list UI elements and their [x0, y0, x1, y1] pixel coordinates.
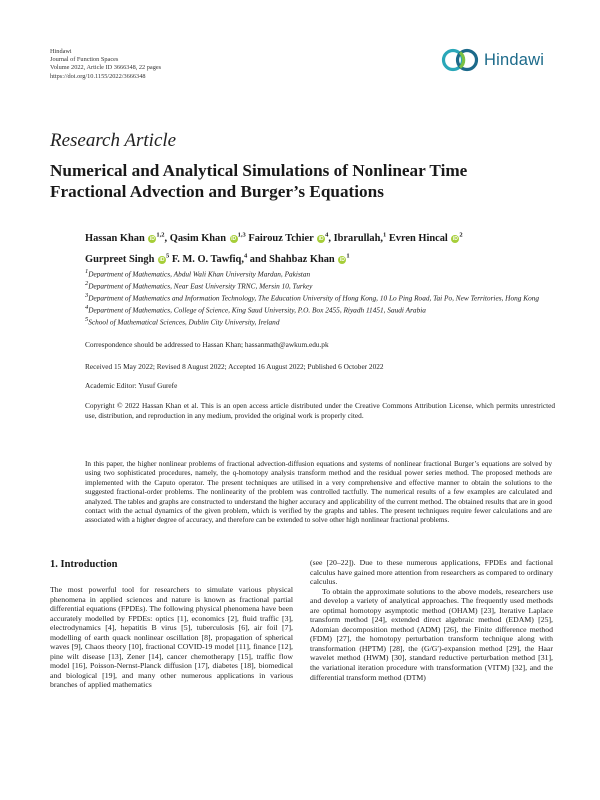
- orcid-icon[interactable]: iD: [339, 256, 345, 263]
- publisher-name: Hindawi: [50, 48, 72, 55]
- author[interactable]: F. M. O. Tawfiq,$^4$: [171, 252, 248, 265]
- author[interactable]: Qasim Khan iD$^{1,3}$: [169, 232, 246, 245]
- affiliation: $^4$Department of Mathematics, College of Science, King Saud University, P.O. Box 2455, Riyadh 11451, Saudi Arabia: [85, 304, 426, 315]
- orcid-icon[interactable]: iD: [159, 256, 165, 263]
- volume-info: Volume 2022, Article ID 3666348, 22 pages: [50, 64, 162, 72]
- paper-title: Numerical and Analytical Simulations of Nonlinear Time Fractional Advection and Burger’s Equations: [50, 161, 468, 201]
- author[interactable]: Evren Hincal $iD^2$: [388, 232, 463, 245]
- publisher-logo: [440, 42, 552, 78]
- left-column: [50, 585, 293, 690]
- correspondence: Correspondence should be addressed to Hassan Khan; hassanmath@awkum.edu.pk: [85, 340, 329, 349]
- orcid-icon[interactable]: iD: [149, 236, 155, 243]
- orcid-icon[interactable]: iD: [452, 236, 458, 243]
- affiliation: $^3$Department of Mathematics and Information Technology, The Education University of Hong Kong, 10 Lo Ping Road, Tai Po, New Territories, Hong Kong: [85, 292, 540, 303]
- dates-line: Received 15 May 2022; Revised 8 August 2022; Accepted 16 August 2022; Published 6 October 2022: [85, 362, 384, 371]
- paragraph: To obtain the approximate solutions to the above models, researchers use and develop a variety of analytical approaches. The frequently used methods are optimal homotopy asymptotic method (OHAM) [23], Iterative Laplace transform method [24], extended direct algebraic method (EDAM) [25], Adomian decomposition method (ADM) [26], the Finite difference method (FDM) [27], the homotopy perturbation transform technique along with transformation (HPTM) [28], the (G/G′)-expansion method [29], the Haar wavelet method (HWM) [30], standard reductive perturbation method [31], the variational iteration procedure with transformation (VITM) [32], and the differential transform method (DTM): [310, 586, 553, 682]
- copyright: Copyright © 2022 Hassan Khan et al. This is an open access article distributed under the Creative Commons Attribution License, which permits unrestricted use, distribution, and reproduction in any medium, provided the original work is properly cited.: [85, 401, 555, 420]
- author[interactable]: Fairouz Tchier $iD^4$,: [248, 232, 331, 245]
- paragraph: (see [20–22]). Due to these numerous applications, FPDEs and factional calculus have gained more attention from researchers as compared to ordinary calculus.: [310, 558, 553, 587]
- paragraph: The most powerful tool for researchers to simulate various physical phenomena in applied sciences and nature is known as fractional partial differential equations (FPDEs). The following physical phenomena have been accurately modelled by FPDEs: optics [1], economics [2], fluid traffic [3], electrodynamics [4], hepatitis B virus [5], tuberculosis [6], air foil [7], modelling of earth quack nonlinear oscillation [8], propagation of spherical waves [9], Chaos theory [10], fractional COVID-19 model [11], finance [12], pine wilt disease [13], Zener [14], cancer chemotherapy [15], traffic flow model [16], Poisson-Nernst-Planck diffusion [17], diabetes [18], biomedical and biological [19], and many other numerous applications in various branches of applied mathematics: [50, 585, 293, 690]
- affiliation: $^2$Department of Mathematics, Near East University TRNC, Mersin 10, Turkey: [85, 280, 313, 291]
- author[interactable]: Gurpreet Singh $iD^5$: [85, 252, 170, 265]
- journal-name: Journal of Function Spaces: [50, 56, 119, 64]
- affiliation: $^5$School of Mathematical Sciences, Dublin City University, Ireland: [85, 316, 280, 327]
- logo-text: Hindawi: [484, 50, 545, 69]
- right-column: [310, 558, 553, 682]
- orcid-icon[interactable]: iD: [318, 236, 324, 243]
- section-heading: 1. Introduction: [50, 559, 118, 570]
- affiliations: [85, 267, 555, 327]
- author[interactable]: Hassan Khan iD$^{1,2}$,: [85, 232, 168, 245]
- author[interactable]: Ibrarullah,$^1$: [333, 232, 387, 245]
- affiliation: $^1$Department of Mathematics, Abdul Wali Khan University Mardan, Pakistan: [85, 268, 311, 279]
- author[interactable]: and Shahbaz Khan $iD^1$: [249, 252, 350, 265]
- abstract: In this paper, the higher nonlinear problems of fractional advection-diffusion equations and systems of nonlinear fractional Burger’s equations are solved by using two sophisticated procedures, namely, the q-homotopy analysis transform method and the residual power series method. The proposed methods are implemented with the Caputo operator. The present techniques are utilised in a very comprehensive and effective manner to obtain the solutions to the suggested fractional-order problems. The nonlinearity of the problem was controlled tactfully. The numerical results of a few examples are calculated and analyzed. The tables and graphs are constructed to understand the higher accuracy and applicability of the current method. The obtained results that are in good contact with the actual dynamics of the given problem, which is verified by the graphs and tables. The present techniques require fewer calculations and are associated with a higher degree of accuracy, and therefore can be extended to solve other high nonlinear fractional problems.: [85, 459, 552, 525]
- author-list: [85, 227, 555, 268]
- hindawi-rings-icon: [440, 47, 482, 73]
- article-type: Research Article: [50, 130, 177, 151]
- academic-editor: Academic Editor: Yusuf Gurefe: [85, 381, 178, 390]
- masthead: [50, 48, 161, 81]
- orcid-icon[interactable]: iD: [231, 236, 237, 243]
- doi-link[interactable]: https://doi.org/10.1155/2022/3666348: [50, 72, 146, 80]
